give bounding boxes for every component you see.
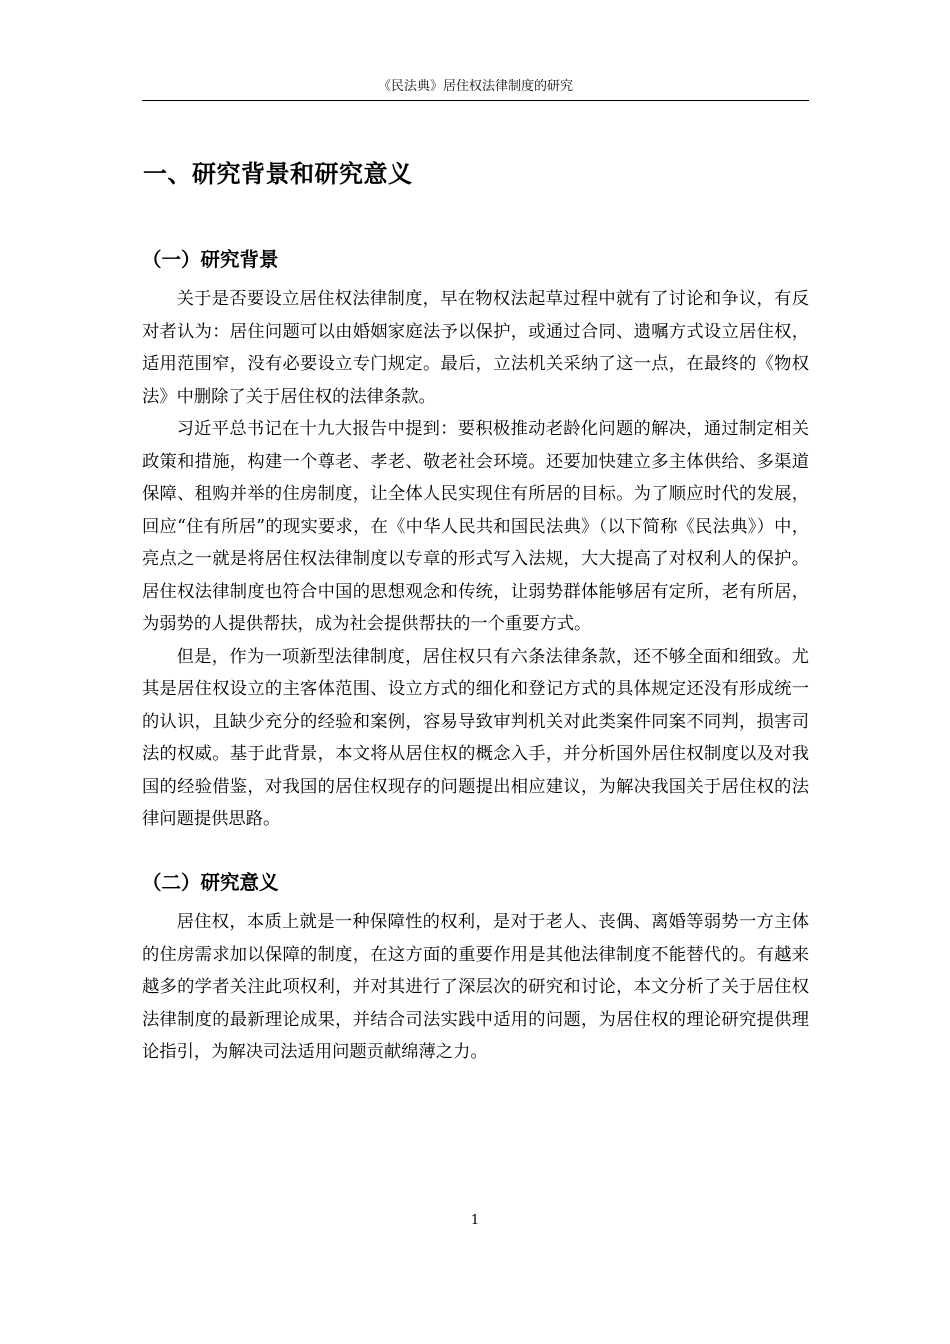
page-number: 1 — [470, 1213, 480, 1228]
paragraph: 但是，作为一项新型法律制度，居住权只有六条法律条款，还不够全面和细致。尤其是居住权设立的主客体范围、设立方式的细化和登记方式的具体规定还没有形成统一的认识，且缺少充分的经验和案例，容易导致审判机关对此类案件同案不同判，损害司法的权威。基于此背景，本文将从居住权的概念入手，并分析国外居住权制度以及对我国的经验借鉴，对我国的居住权现存的问题提出相应建议，为解决我国关于居住权的法律问题提供思路。 — [142, 646, 809, 829]
running-header-title: 《民法典》居住权法律制度的研究 — [377, 79, 573, 94]
paragraph: 居住权，本质上就是一种保障性的权利，是对于老人、丧偶、离婚等弱势一方主体的住房需求加以保障的制度，在这方面的重要作用是其他法律制度不能替代的。有越来越多的学者关注此项权利，并对其进行了深层次的研究和讨论，本文分析了关于居住权法律制度的最新理论成果，并结合司法实践中适用的问题，为居住权的理论研究提供理论指引，为解决司法适用问题贡献绵薄之力。 — [142, 912, 809, 1062]
header-divider — [142, 100, 809, 101]
paragraph: 习近平总书记在十九大报告中提到：要积极推动老龄化问题的解决，通过制定相关政策和措施，构建一个尊老、孝老、敬老社会环境。还要加快建立多主体供给、多渠道保障、租购并举的住房制度，让全体人民实现住有所居的目标。为了顺应时代的发展，回应“住有所居”的现实要求，在《中华人民共和国民法典》（以下简称《民法典》）中，亮点之一就是将居住权法律制度以专章的形式写入法规，大大提高了对权利人的保护。居住权法律制度也符合中国的思想观念和传统，让弱势群体能够居有定所，老有所居，为弱势的人提供帮扶，成为社会提供帮扶的一个重要方式。 — [142, 419, 809, 634]
paragraph: 关于是否要设立居住权法律制度，早在物权法起草过程中就有了讨论和争议，有反对者认为：居住问题可以由婚姻家庭法予以保护，或通过合同、遗嘱方式设立居住权，适用范围窄，没有必要设立专门规定。最后，立法机关采纳了这一点，在最终的《物权法》中删除了关于居住权的法律条款。 — [142, 289, 809, 407]
section-title-background: （一）研究背景 — [142, 248, 279, 271]
section-body-significance — [142, 906, 809, 1069]
section-title-significance: （二）研究意义 — [142, 871, 279, 894]
section-body-background — [142, 283, 809, 836]
chapter-title: 一、研究背景和研究意义 — [143, 160, 413, 188]
